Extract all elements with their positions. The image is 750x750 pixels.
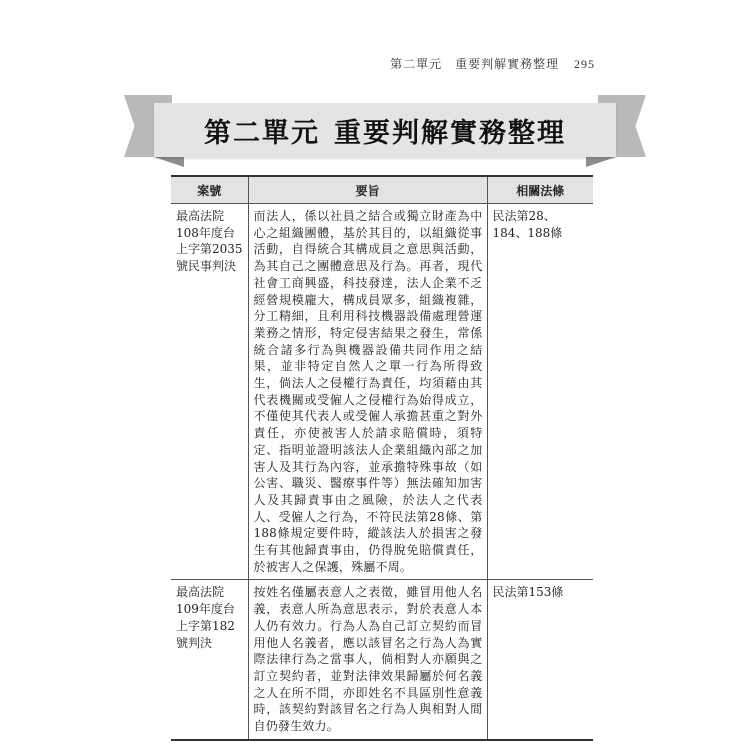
ribbon-fold-left [154,157,184,167]
unit-label: 第二單元 [204,117,320,149]
running-header-chapter: 第二單元 重要判解實務整理 [390,57,560,71]
page-title [204,111,566,150]
rulings-table [171,175,593,741]
ribbon-fold-right [586,157,616,167]
table-row [171,580,593,740]
ribbon-main [154,103,616,157]
section-banner [124,95,646,167]
related-law: 民法第28、184、188條 [487,204,593,580]
ruling-gist: 按姓名僅屬表意人之表徵，雖冒用他人名義，表意人所為意思表示，對於表意人本人仍有效力。行為人為自己訂立契約而冒用他人名義者，應以該冒名之行為人為實際法律行為之當事人，倘相對人亦願與之訂立契約者，並對法律效果歸屬於何名義之人在所不問，亦即姓名不具區別性意義時，該契約對該冒名之行為人與相對人間自仍發生效力。 [248,580,487,740]
running-header [390,55,595,72]
ruling-gist: 而法人，係以社員之結合或獨立財產為中心之組織團體，基於其目的，以組織從事活動，自得統合其構成員之意思與活動，為其自己之團體意思及行為。再者，現代社會工商興盛，科技發達，法人企業不乏經營規模龐大，構成員眾多，組織複雜，分工精細，且利用科技機器設備處理營運業務之情形，特定侵害結果之發生，常係統合諸多行為與機器設備共同作用之結果，並非特定自然人之單一行為所得致生，倘法人之侵權行為責任，均須藉由其代表機關或受僱人之侵權行為始得成立，不僅使其代表人或受僱人承擔甚重之對外責任，亦使被害人於請求賠償時，須特定、指明並證明該法人企業組織內部之加害人及其行為內容，並承擔特殊事故（如公害、職災、醫療事件等）無法確知加害人及其歸責事由之風險，於法人之代表人、受僱人之行為，不符民法第28條、第188條規定要件時，縱該法人於損害之發生有其他歸責事由，仍得脫免賠償責任，於被害人之保護，殊屬不周。 [248,204,487,580]
table-row [171,204,593,580]
page-number: 295 [574,57,595,71]
section-title: 重要判解實務整理 [334,117,566,149]
case-number: 最高法院108年度台上字第2035號民事判決 [171,204,248,580]
table-header-row [171,176,593,204]
header-law: 相關法條 [487,176,593,204]
header-gist: 要旨 [248,176,487,204]
case-number: 最高法院109年度台上字第182號判決 [171,580,248,740]
related-law: 民法第153條 [487,580,593,740]
header-case: 案號 [171,176,248,204]
